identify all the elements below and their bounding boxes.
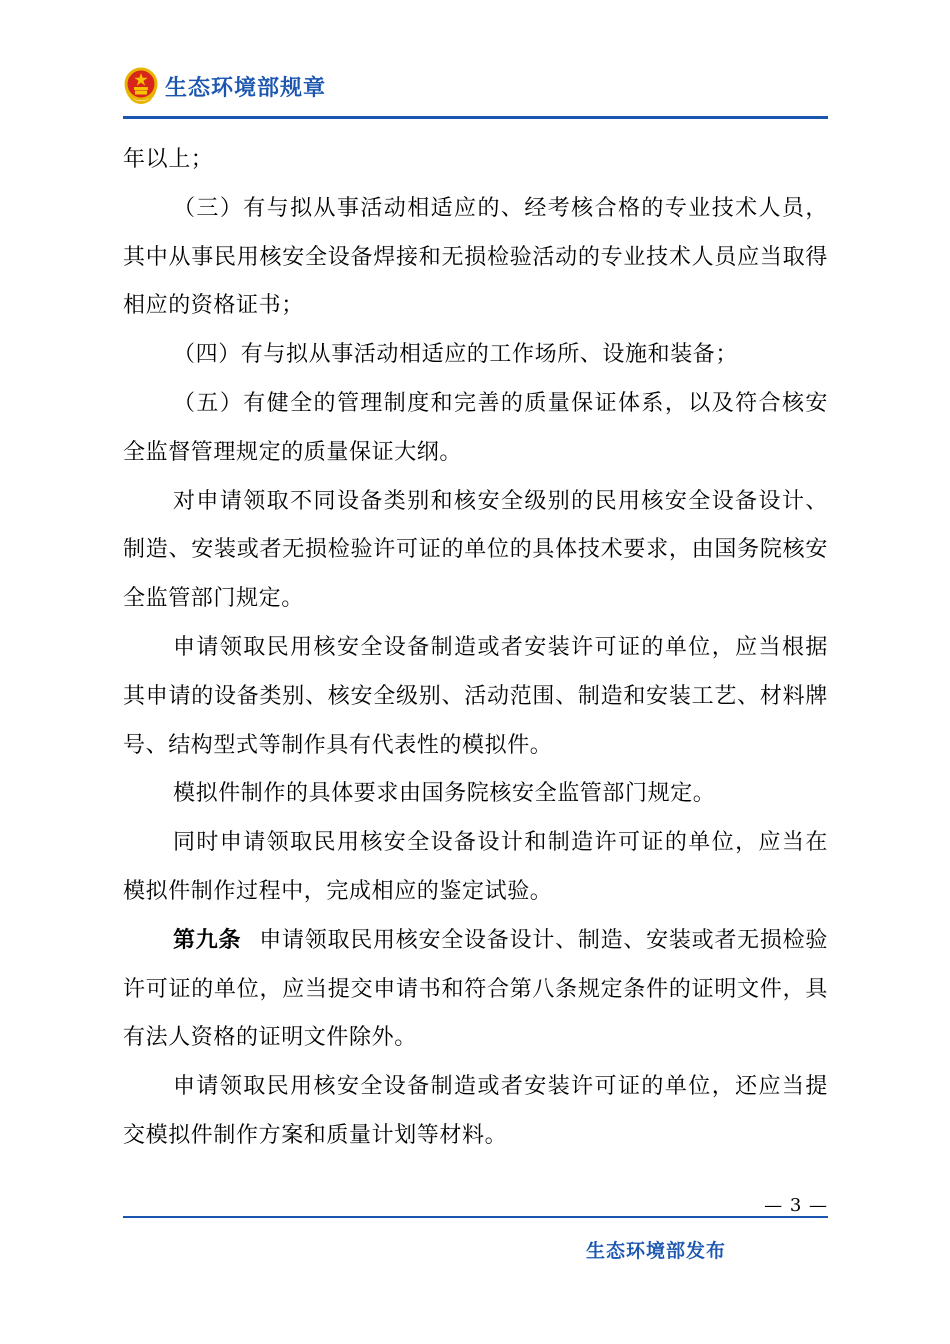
page-number: — 3 —: [764, 1195, 828, 1216]
paragraph-closing: 申请领取民用核安全设备制造或者安装许可证的单位，还应当提交模拟件制作方案和质量计划等材料。: [123, 1074, 828, 1148]
paragraph-continuation: 年以上；: [123, 147, 214, 172]
paragraph-item-4: （四）有与拟从事活动相适应的工作场所、设施和装备；: [173, 342, 739, 368]
paragraph-mockup-rules: 模拟件制作的具体要求由国务院核安全监管部门规定。: [173, 781, 716, 807]
article-9: [123, 917, 828, 1063]
paragraph-technical-requirements: 对申请领取不同设备类别和核安全级别的民用核安全设备设计、制造、安装或者无损检验许可证的单位的具体技术要求，由国务院核安全监管部门规定。: [123, 488, 828, 612]
national-emblem-icon: [123, 66, 159, 106]
footer-divider: [123, 1216, 828, 1218]
article-9-label: 第九条: [173, 927, 242, 953]
footer-publisher: 生态环境部发布: [586, 1240, 727, 1262]
header-title: 生态环境部规章: [165, 75, 327, 101]
header-divider: [123, 116, 828, 119]
document-body: [123, 136, 828, 1161]
paragraph-item-5: （五）有健全的管理制度和完善的质量保证体系，以及符合核安全监督管理规定的质量保证大纲。: [123, 390, 828, 465]
paragraph-item-3: （三）有与拟从事活动相适应的、经考核合格的专业技术人员，其中从事民用核安全设备焊接和无损检验活动的专业技术人员应当取得相应的资格证书；: [123, 195, 828, 319]
page-header: [123, 64, 326, 108]
article-9-text: 申请领取民用核安全设备设计、制造、安装或者无损检验许可证的单位，应当提交申请书和符合第八条规定条件的证明文件，具有法人资格的证明文件除外。: [123, 927, 828, 1051]
paragraph-qualification-test: 同时申请领取民用核安全设备设计和制造许可证的单位，应当在模拟件制作过程中，完成相应的鉴定试验。: [123, 830, 828, 904]
paragraph-mockup-requirement: 申请领取民用核安全设备制造或者安装许可证的单位，应当根据其申请的设备类别、核安全级别、活动范围、制造和安装工艺、材料牌号、结构型式等制作具有代表性的模拟件。: [123, 634, 828, 758]
